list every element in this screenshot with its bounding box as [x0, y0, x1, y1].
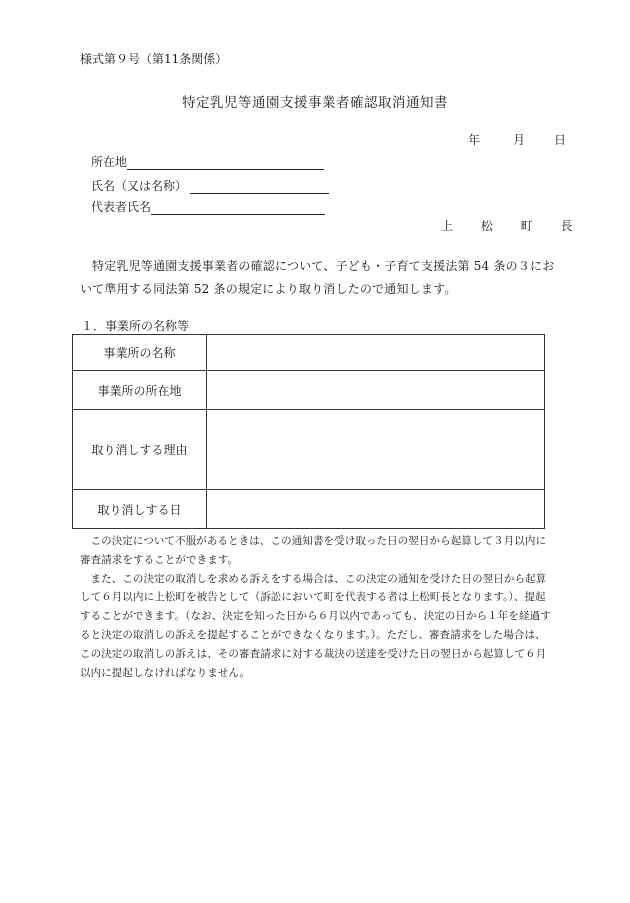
representative-line — [91, 198, 325, 215]
row-value-business-name — [207, 335, 545, 371]
recipient-address-blank — [127, 155, 324, 170]
table-row — [73, 490, 545, 529]
section-heading: １．事業所の名称等 — [81, 319, 190, 333]
row-value-cancel-date — [207, 490, 545, 529]
sender-mayor: 上 松 町 長 — [441, 219, 585, 233]
date-line — [468, 131, 566, 148]
date-month-unit: 月 — [513, 133, 526, 147]
recipient-name-label: 氏名（又は名称） — [91, 179, 188, 193]
row-label-business-name: 事業所の名称 — [73, 335, 207, 371]
recipient-name-line — [91, 177, 329, 194]
representative-label: 代表者氏名 — [91, 200, 152, 214]
document-title: 特定乳児等通園支援事業者確認取消通知書 — [182, 95, 448, 111]
recipient-address-label: 所在地 — [91, 155, 128, 169]
row-value-business-address — [207, 371, 545, 410]
form-number: 様式第９号（第11条関係） — [80, 52, 228, 66]
row-value-cancel-reason — [207, 410, 545, 490]
representative-blank — [151, 200, 325, 215]
recipient-name-blank — [190, 179, 329, 194]
row-label-business-address: 事業所の所在地 — [73, 371, 207, 410]
table-row — [73, 335, 545, 371]
recipient-address-line — [91, 153, 324, 170]
appeal-notes — [80, 532, 555, 682]
table-row — [73, 410, 545, 490]
date-year-unit: 年 — [468, 133, 481, 147]
business-info-table — [72, 334, 545, 529]
row-label-cancel-reason: 取り消しする理由 — [73, 410, 207, 490]
row-label-cancel-date: 取り消しする日 — [73, 490, 207, 529]
note-lawsuit: また、この決定の取消しを求める訴えをする場合は、この決定の通知を受けた日の翌日から起算して６月以内に上松町を被告として（訴訟において町を代表する者は上松町長となります。）、提起することができます。（なお、決定を知った日から６月以内であっても、決定の日から１年を経過すると決定の取消しの訴えを提起することができなくなります。）。ただし、審査請求をした場合は、この決定の取消しの訴えは、その審査請求に対する裁決の送達を受けた日の翌日から起算して６月以内に提起しなければなりません。 — [80, 572, 551, 679]
table-row — [73, 371, 545, 410]
date-day-unit: 日 — [554, 133, 567, 147]
body-paragraph: 特定乳児等通園支援事業者の確認について、子ども・子育て支援法第 54 条の３において準用する同法第 52 条の規定により取り消したので通知します。 — [80, 259, 555, 296]
note-review-request: この決定について不服があるときは、この通知書を受け取った日の翌日から起算して３月以内に審査請求をすることができます。 — [80, 535, 547, 566]
